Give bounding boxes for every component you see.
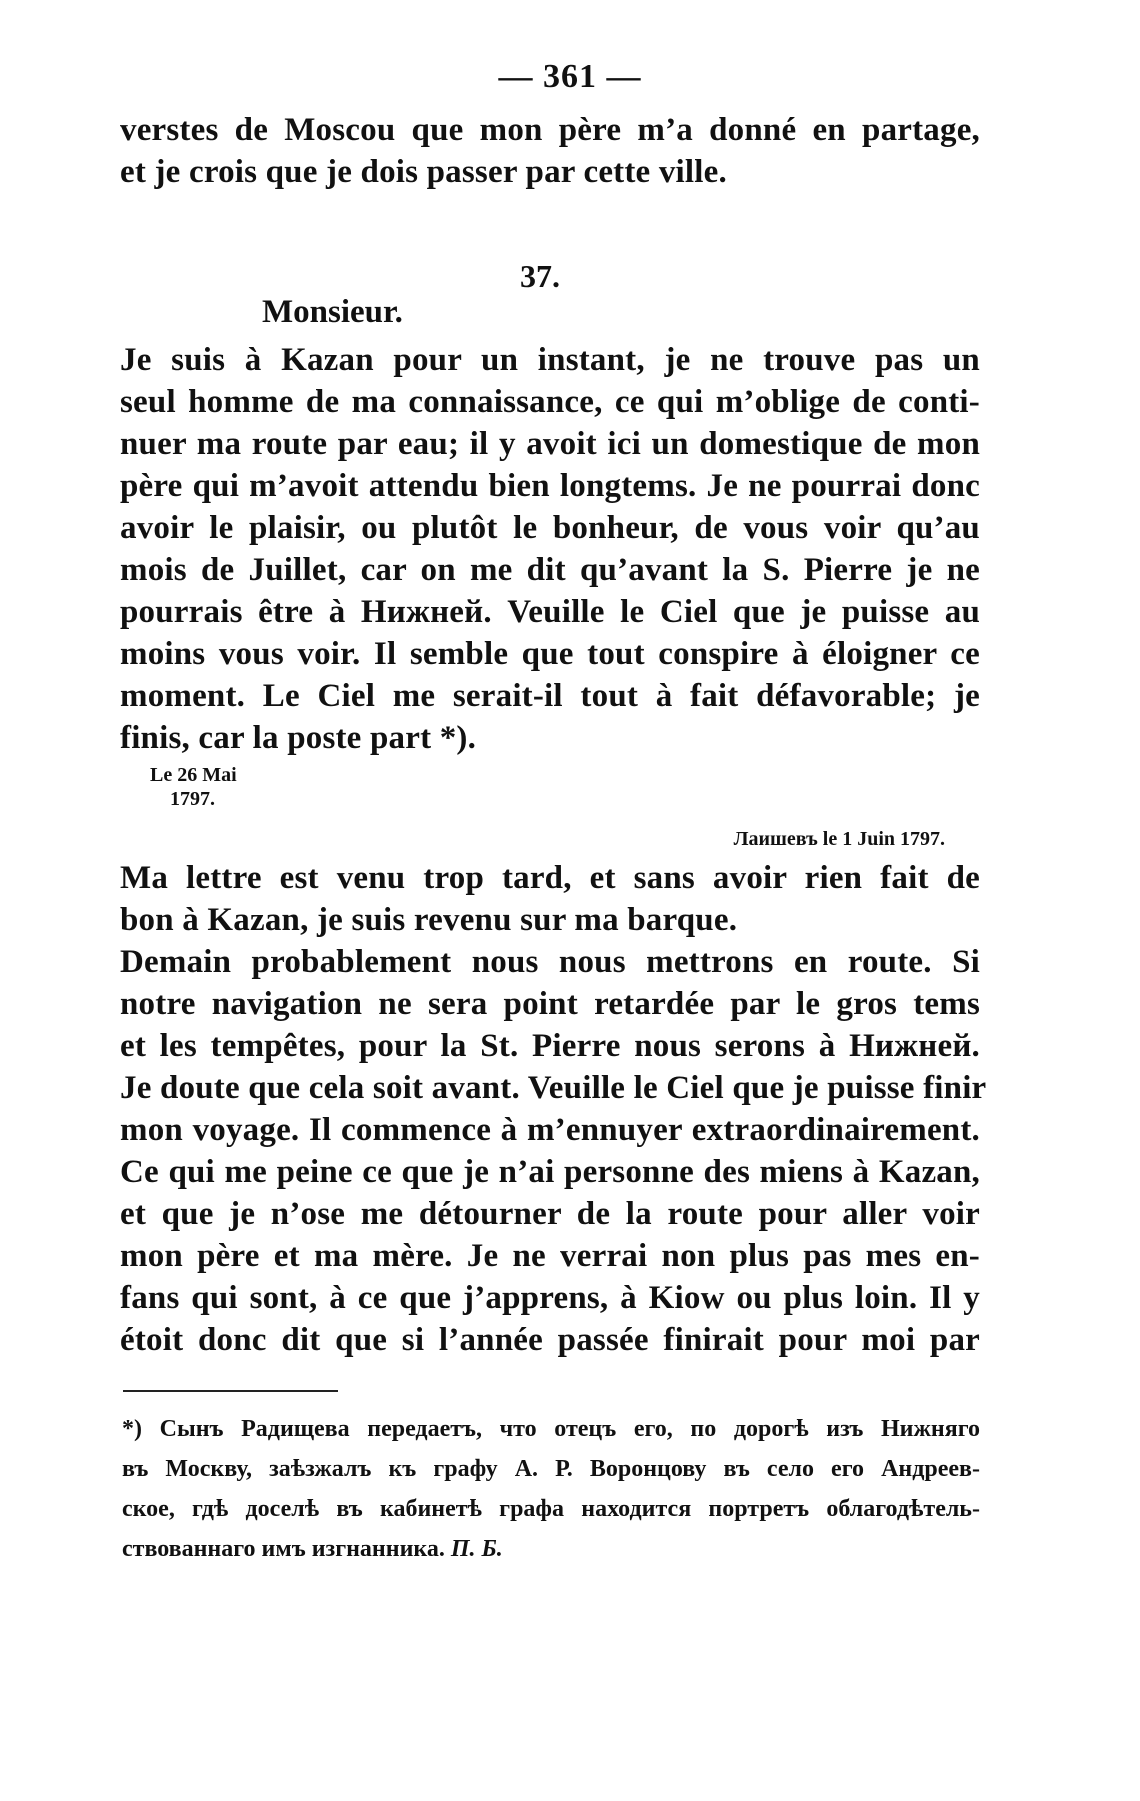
- text-line: et je crois que je dois passer par cette ville.: [120, 154, 727, 190]
- text-line: mon père et ma mère. Je ne verrai non plus pas mes en-: [120, 1238, 980, 1274]
- letter-line: Je suis à Kazan pour un instant, je ne trouve pas un: [120, 342, 980, 378]
- place-date-line: Лаишевъ le 1 Juin 1797.: [733, 828, 945, 850]
- footnote-line: въ Москву, заѣзжалъ къ графу А. Р. Воронцову въ село его Андреев-: [122, 1456, 980, 1482]
- footnote-signature: П. Б.: [450, 1536, 503, 1562]
- text-line: Je doute que cela soit avant. Veuille le Ciel que je puisse finir: [120, 1070, 987, 1106]
- letter-line: finis, car la poste part *).: [120, 720, 477, 756]
- footnote-line: ское, гдѣ доселѣ въ кабинетѣ графа находится портретъ облагодѣтель-: [122, 1496, 980, 1522]
- page-number: — 361 —: [498, 58, 642, 95]
- letter-salutation: Monsieur.: [262, 294, 403, 330]
- text-line: Demain probablement nous nous mettrons en route. Si: [120, 944, 980, 980]
- footnote-divider: [123, 1390, 338, 1392]
- letter-number: 37.: [520, 258, 560, 294]
- text-line: Ce qui me peine ce que je n’ai personne des miens à Kazan,: [120, 1154, 980, 1190]
- letter-line: nuer ma route par eau; il y avoit ici un domestique de mon: [120, 426, 980, 462]
- letter-date-year: 1797.: [170, 788, 215, 810]
- letter-line: père qui m’avoit attendu bien longtems. Je ne pourrai donc: [120, 468, 980, 504]
- letter-date: Le 26 Mai: [150, 764, 237, 786]
- text-line: étoit donc dit que si l’année passée finirait pour moi par: [120, 1322, 980, 1358]
- text-line: verstes de Moscou que mon père m’a donné en partage,: [120, 112, 980, 148]
- text-line: bon à Kazan, je suis revenu sur ma barque.: [120, 902, 738, 938]
- text-line: et que je n’ose me détourner de la route pour aller voir: [120, 1196, 980, 1232]
- letter-line: moins vous voir. Il semble que tout conspire à éloigner ce: [120, 636, 980, 672]
- letter-line: moment. Le Ciel me serait-il tout à fait défavorable; je: [120, 678, 980, 714]
- footnote-line: [122, 1530, 980, 1568]
- letter-line: mois de Juillet, car on me dit qu’avant la S. Pierre je ne: [120, 552, 980, 588]
- footnote-line: *) Сынъ Радищева передаетъ, что отецъ его, по дорогѣ изъ Нижняго: [122, 1416, 980, 1442]
- footnote-last-text: ствованнаго имъ изгнанника.: [122, 1536, 445, 1562]
- text-line: Ma lettre est venu trop tard, et sans avoir rien fait de: [120, 860, 980, 896]
- letter-line: avoir le plaisir, ou plutôt le bonheur, de vous voir qu’au: [120, 510, 980, 546]
- letter-line: seul homme de ma connaissance, ce qui m’oblige de conti-: [120, 384, 980, 420]
- text-line: mon voyage. Il commence à m’ennuyer extraordinairement.: [120, 1112, 980, 1148]
- text-line: fans qui sont, à ce que j’apprens, à Kiow ou plus loin. Il y: [120, 1280, 980, 1316]
- letter-line: pourrais être à Нижней. Veuille le Ciel que je puisse au: [120, 594, 980, 630]
- text-line: notre navigation ne sera point retardée par le gros tems: [120, 986, 980, 1022]
- text-line: et les tempêtes, pour la St. Pierre nous serons à Нижней.: [120, 1028, 980, 1064]
